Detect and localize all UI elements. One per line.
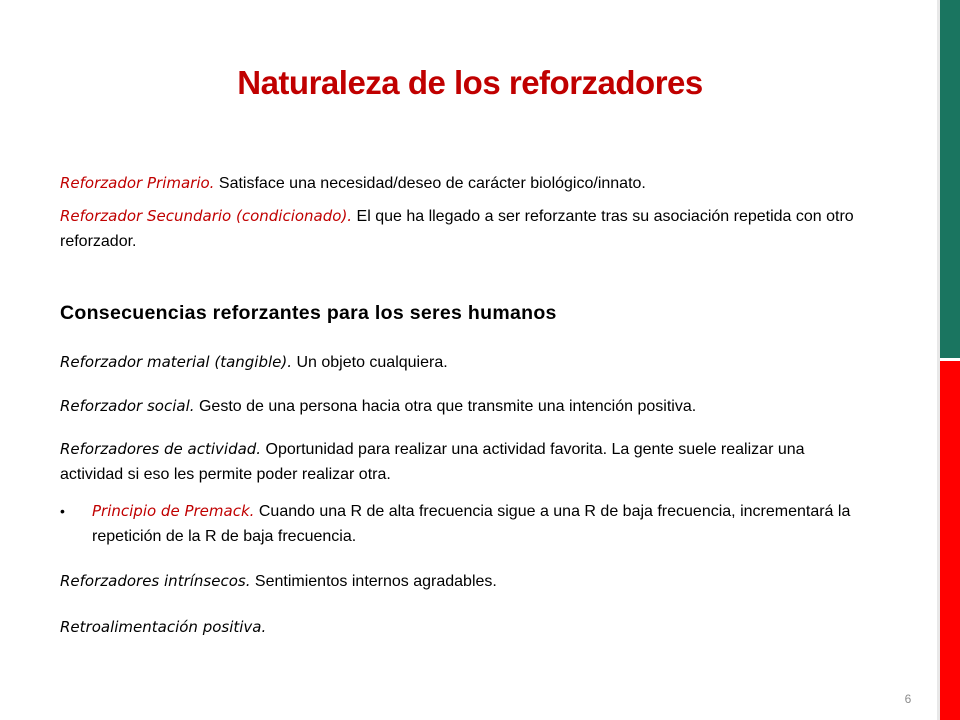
definition-primario bbox=[60, 171, 860, 196]
term-reforzador-secundario: Reforzador Secundario (condicionado). bbox=[60, 207, 353, 225]
desc-principio-premack: Cuando una R de alta frecuencia sigue a una R de baja frecuencia, incrementará la repetición de la R de baja frecuencia. bbox=[92, 503, 851, 545]
term-reforzadores-intrinsecos: Reforzadores intrínsecos. bbox=[60, 572, 251, 590]
bullet-icon: • bbox=[60, 503, 65, 519]
side-color-bar bbox=[940, 0, 960, 720]
desc-reforzadores-actividad: Oportunidad para realizar una actividad favorita. La gente suele realizar una actividad si eso les permite poder realizar otra. bbox=[60, 441, 805, 483]
term-principio-premack: Principio de Premack. bbox=[92, 502, 255, 520]
definition-secundario bbox=[60, 204, 860, 254]
desc-reforzador-secundario: El que ha llegado a ser reforzante tras su asociación repetida con otro reforzador. bbox=[60, 208, 854, 250]
desc-reforzador-social: Gesto de una persona hacia otra que transmite una intención positiva. bbox=[198, 398, 697, 415]
term-retroalimentacion-positiva: Retroalimentación positiva. bbox=[60, 618, 267, 636]
side-bar-red-band bbox=[940, 361, 960, 720]
section-heading: Consecuencias reforzantes para los seres humanos bbox=[60, 302, 557, 324]
term-reforzadores-actividad: Reforzadores de actividad. bbox=[60, 440, 262, 458]
term-reforzador-material: Reforzador material (tangible). bbox=[60, 353, 293, 371]
page-number: 6 bbox=[904, 692, 912, 706]
term-reforzador-social: Reforzador social. bbox=[60, 397, 195, 415]
item-material bbox=[60, 350, 860, 375]
desc-reforzadores-intrinsecos: Sentimientos internos agradables. bbox=[254, 573, 497, 590]
bullet-premack bbox=[60, 499, 860, 549]
desc-reforzador-primario: Satisface una necesidad/deseo de carácter biológico/innato. bbox=[218, 175, 646, 192]
item-retroalimentacion bbox=[60, 615, 860, 640]
item-social bbox=[60, 394, 860, 419]
term-reforzador-primario: Reforzador Primario. bbox=[60, 174, 215, 192]
item-intrinsecos bbox=[60, 569, 860, 594]
desc-reforzador-material: Un objeto cualquiera. bbox=[296, 354, 448, 371]
item-actividad bbox=[60, 437, 860, 487]
slide-body bbox=[60, 171, 860, 640]
slide-title: Naturaleza de los reforzadores bbox=[237, 64, 703, 101]
side-bar-green-band bbox=[940, 0, 960, 358]
